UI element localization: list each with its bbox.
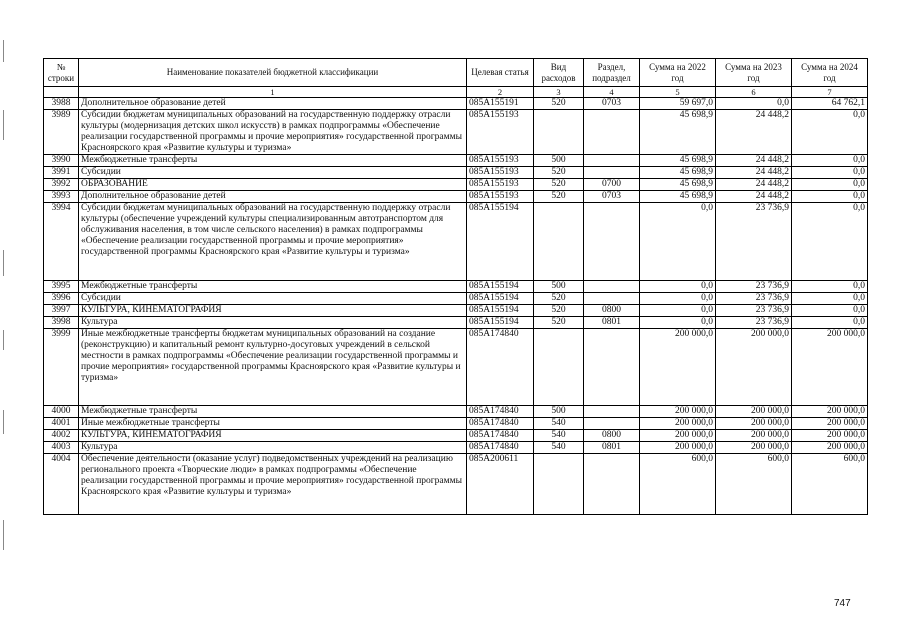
sum-2022-cell: 45 698,9	[640, 110, 716, 155]
section-cell	[584, 110, 640, 155]
table-row	[44, 454, 868, 515]
target-article-cell: 085A174840	[467, 406, 534, 418]
sum-2022-cell: 59 697,0	[640, 98, 716, 110]
column-number-cell: 4	[584, 87, 640, 98]
row-number-cell: 3988	[44, 98, 79, 110]
target-article-cell: 085A174840	[467, 418, 534, 430]
indicator-name-cell: Межбюджетные трансферты	[79, 155, 467, 167]
sum-2022-cell: 0,0	[640, 305, 716, 317]
sum-2023-cell: 24 448,2	[716, 110, 792, 155]
expense-kind-cell: 500	[534, 281, 584, 293]
sum-2023-cell: 24 448,2	[716, 191, 792, 203]
indicator-name-cell: Субсидии	[79, 167, 467, 179]
sum-2022-cell: 45 698,9	[640, 191, 716, 203]
sum-2023-cell: 23 736,9	[716, 317, 792, 329]
section-cell: 0800	[584, 430, 640, 442]
budget-table	[43, 58, 868, 515]
table-row	[44, 191, 868, 203]
table-row	[44, 281, 868, 293]
section-cell	[584, 418, 640, 430]
row-number-cell: 3992	[44, 179, 79, 191]
sum-2022-cell: 200 000,0	[640, 442, 716, 454]
expense-kind-cell: 520	[534, 167, 584, 179]
table-row	[44, 305, 868, 317]
expense-kind-cell: 540	[534, 430, 584, 442]
sum-2023-cell: 200 000,0	[716, 418, 792, 430]
section-cell	[584, 406, 640, 418]
target-article-cell: 085A155194	[467, 203, 534, 281]
sum-2023-cell: 24 448,2	[716, 179, 792, 191]
target-article-cell: 085A155193	[467, 167, 534, 179]
sum-2024-cell: 0,0	[792, 110, 868, 155]
indicator-name-cell: Межбюджетные трансферты	[79, 281, 467, 293]
expense-kind-cell: 540	[534, 442, 584, 454]
target-article-cell: 085A200611	[467, 454, 534, 515]
sum-2024-cell: 0,0	[792, 179, 868, 191]
row-number-cell: 4002	[44, 430, 79, 442]
indicator-name-cell: Субсидии бюджетам муниципальных образований на государственную поддержку отрасли культуры (модернизация детских школ искусств) в рамках подпрограммы «Обеспечение реализации государственной программы и прочие мероприятия» государственной программы Красноярского края «Развитие культуры и туризма»	[79, 110, 467, 155]
column-number-cell: 3	[534, 87, 584, 98]
expense-kind-cell	[534, 110, 584, 155]
section-cell	[584, 293, 640, 305]
target-article-cell: 085A155194	[467, 293, 534, 305]
sum-2024-cell: 200 000,0	[792, 329, 868, 406]
expense-kind-cell: 520	[534, 317, 584, 329]
sum-2022-cell: 200 000,0	[640, 418, 716, 430]
table-row	[44, 203, 868, 281]
expense-kind-cell	[534, 454, 584, 515]
sum-2023-cell: 24 448,2	[716, 167, 792, 179]
target-article-cell: 085A155194	[467, 281, 534, 293]
table-body	[44, 98, 868, 515]
sum-2023-cell: 23 736,9	[716, 293, 792, 305]
sum-2024-cell: 0,0	[792, 155, 868, 167]
target-article-cell: 085A155193	[467, 110, 534, 155]
sum-2022-cell: 45 698,9	[640, 155, 716, 167]
row-number-cell: 3994	[44, 203, 79, 281]
expense-kind-cell: 540	[534, 418, 584, 430]
table-row	[44, 110, 868, 155]
table-row	[44, 418, 868, 430]
sum-2023-cell: 200 000,0	[716, 430, 792, 442]
row-number-cell: 3997	[44, 305, 79, 317]
header-sum-2023: Сумма на 2023 год	[716, 59, 792, 87]
header-row-number: № строки	[44, 59, 79, 87]
sum-2023-cell: 200 000,0	[716, 406, 792, 418]
section-cell: 0700	[584, 179, 640, 191]
indicator-name-cell: Иные межбюджетные трансферты	[79, 418, 467, 430]
sum-2024-cell: 0,0	[792, 203, 868, 281]
target-article-cell: 085A155193	[467, 155, 534, 167]
table-row	[44, 167, 868, 179]
sum-2024-cell: 0,0	[792, 191, 868, 203]
section-cell	[584, 155, 640, 167]
sum-2023-cell: 600,0	[716, 454, 792, 515]
indicator-name-cell: Субсидии бюджетам муниципальных образований на государственную поддержку отрасли культуры (обеспечение учреждений культуры специализированным автотранспортом для обслуживания населения, в том числе сельского населения) в рамках подпрограммы «Обеспечение реализации государственной программы и прочие мероприятия» государственной программы Красноярского края «Развитие культуры и туризма»	[79, 203, 467, 281]
indicator-name-cell: Дополнительное образование детей	[79, 98, 467, 110]
header-indicator-name: Наименование показателей бюджетной классификации	[79, 59, 467, 87]
target-article-cell: 085A155191	[467, 98, 534, 110]
expense-kind-cell	[534, 203, 584, 281]
sum-2024-cell: 0,0	[792, 167, 868, 179]
sum-2022-cell: 0,0	[640, 293, 716, 305]
sum-2023-cell: 24 448,2	[716, 155, 792, 167]
section-cell: 0801	[584, 317, 640, 329]
indicator-name-cell: КУЛЬТУРА, КИНЕМАТОГРАФИЯ	[79, 305, 467, 317]
sum-2022-cell: 200 000,0	[640, 430, 716, 442]
row-number-cell: 3999	[44, 329, 79, 406]
table-row	[44, 430, 868, 442]
sum-2022-cell: 600,0	[640, 454, 716, 515]
section-cell: 0703	[584, 98, 640, 110]
sum-2024-cell: 200 000,0	[792, 442, 868, 454]
sum-2024-cell: 200 000,0	[792, 406, 868, 418]
row-number-cell: 3998	[44, 317, 79, 329]
header-section: Раздел, подраздел	[584, 59, 640, 87]
indicator-name-cell: Субсидии	[79, 293, 467, 305]
target-article-cell: 085A155194	[467, 317, 534, 329]
indicator-name-cell: Иные межбюджетные трансферты бюджетам муниципальных образований на создание (реконструкцию) и капитальный ремонт культурно-досуговых учреждений в сельской местности в рамках подпрограммы «Обеспечение реализации государственной программы и прочие мероприятия» государственной программы Красноярского края «Развитие культуры и туризма»	[79, 329, 467, 406]
column-number-cell: 7	[792, 87, 868, 98]
sum-2023-cell: 200 000,0	[716, 329, 792, 406]
indicator-name-cell: КУЛЬТУРА, КИНЕМАТОГРАФИЯ	[79, 430, 467, 442]
indicator-name-cell: Дополнительное образование детей	[79, 191, 467, 203]
sum-2022-cell: 0,0	[640, 317, 716, 329]
row-number-cell: 3990	[44, 155, 79, 167]
sum-2023-cell: 0,0	[716, 98, 792, 110]
column-number-cell: 6	[716, 87, 792, 98]
header-sum-2022: Сумма на 2022 год	[640, 59, 716, 87]
target-article-cell: 085A155194	[467, 305, 534, 317]
row-number-cell: 4003	[44, 442, 79, 454]
target-article-cell: 085A155193	[467, 191, 534, 203]
sum-2024-cell: 200 000,0	[792, 430, 868, 442]
row-number-cell: 3993	[44, 191, 79, 203]
sum-2024-cell: 64 762,1	[792, 98, 868, 110]
table-row	[44, 329, 868, 406]
sum-2022-cell: 200 000,0	[640, 329, 716, 406]
section-cell	[584, 203, 640, 281]
column-number-cell: 5	[640, 87, 716, 98]
table-row	[44, 406, 868, 418]
target-article-cell: 085A155193	[467, 179, 534, 191]
column-number-cell	[44, 87, 79, 98]
table-row	[44, 442, 868, 454]
section-cell: 0801	[584, 442, 640, 454]
expense-kind-cell: 520	[534, 293, 584, 305]
sum-2023-cell: 23 736,9	[716, 281, 792, 293]
expense-kind-cell: 520	[534, 179, 584, 191]
table-header-row	[44, 59, 868, 87]
row-number-cell: 3995	[44, 281, 79, 293]
section-cell: 0800	[584, 305, 640, 317]
sum-2024-cell: 600,0	[792, 454, 868, 515]
target-article-cell: 085A174840	[467, 329, 534, 406]
indicator-name-cell: Межбюджетные трансферты	[79, 406, 467, 418]
row-number-cell: 3996	[44, 293, 79, 305]
sum-2024-cell: 0,0	[792, 317, 868, 329]
sum-2022-cell: 45 698,9	[640, 167, 716, 179]
sum-2023-cell: 23 736,9	[716, 203, 792, 281]
header-sum-2024: Сумма на 2024 год	[792, 59, 868, 87]
page-number: 747	[834, 598, 851, 609]
expense-kind-cell	[534, 329, 584, 406]
table-row	[44, 293, 868, 305]
expense-kind-cell: 500	[534, 406, 584, 418]
column-number-cell: 1	[79, 87, 467, 98]
table-row	[44, 155, 868, 167]
column-number-cell: 2	[467, 87, 534, 98]
row-number-cell: 3989	[44, 110, 79, 155]
sum-2023-cell: 23 736,9	[716, 305, 792, 317]
column-number-row	[44, 87, 868, 98]
section-cell	[584, 454, 640, 515]
header-target-article: Целевая статья	[467, 59, 534, 87]
section-cell	[584, 329, 640, 406]
sum-2024-cell: 0,0	[792, 305, 868, 317]
scan-edge-marks	[2, 0, 6, 638]
sum-2024-cell: 0,0	[792, 281, 868, 293]
sum-2023-cell: 200 000,0	[716, 442, 792, 454]
section-cell: 0703	[584, 191, 640, 203]
expense-kind-cell: 520	[534, 305, 584, 317]
row-number-cell: 4000	[44, 406, 79, 418]
indicator-name-cell: Культура	[79, 317, 467, 329]
sum-2024-cell: 200 000,0	[792, 418, 868, 430]
sum-2022-cell: 200 000,0	[640, 406, 716, 418]
section-cell	[584, 167, 640, 179]
sum-2022-cell: 0,0	[640, 203, 716, 281]
table-row	[44, 179, 868, 191]
indicator-name-cell: Обеспечение деятельности (оказание услуг) подведомственных учреждений на реализацию регионального проекта «Творческие люди» в рамках подпрограммы «Обеспечение реализации государственной программы и прочие мероприятия» государственной программы Красноярского края «Развитие культуры и туризма»	[79, 454, 467, 515]
table-row	[44, 317, 868, 329]
sum-2022-cell: 0,0	[640, 281, 716, 293]
target-article-cell: 085A174840	[467, 442, 534, 454]
section-cell	[584, 281, 640, 293]
target-article-cell: 085A174840	[467, 430, 534, 442]
expense-kind-cell: 520	[534, 191, 584, 203]
indicator-name-cell: ОБРАЗОВАНИЕ	[79, 179, 467, 191]
header-expense-kind: Вид расходов	[534, 59, 584, 87]
indicator-name-cell: Культура	[79, 442, 467, 454]
expense-kind-cell: 500	[534, 155, 584, 167]
table-row	[44, 98, 868, 110]
expense-kind-cell: 520	[534, 98, 584, 110]
row-number-cell: 3991	[44, 167, 79, 179]
sum-2024-cell: 0,0	[792, 293, 868, 305]
row-number-cell: 4001	[44, 418, 79, 430]
sum-2022-cell: 45 698,9	[640, 179, 716, 191]
row-number-cell: 4004	[44, 454, 79, 515]
